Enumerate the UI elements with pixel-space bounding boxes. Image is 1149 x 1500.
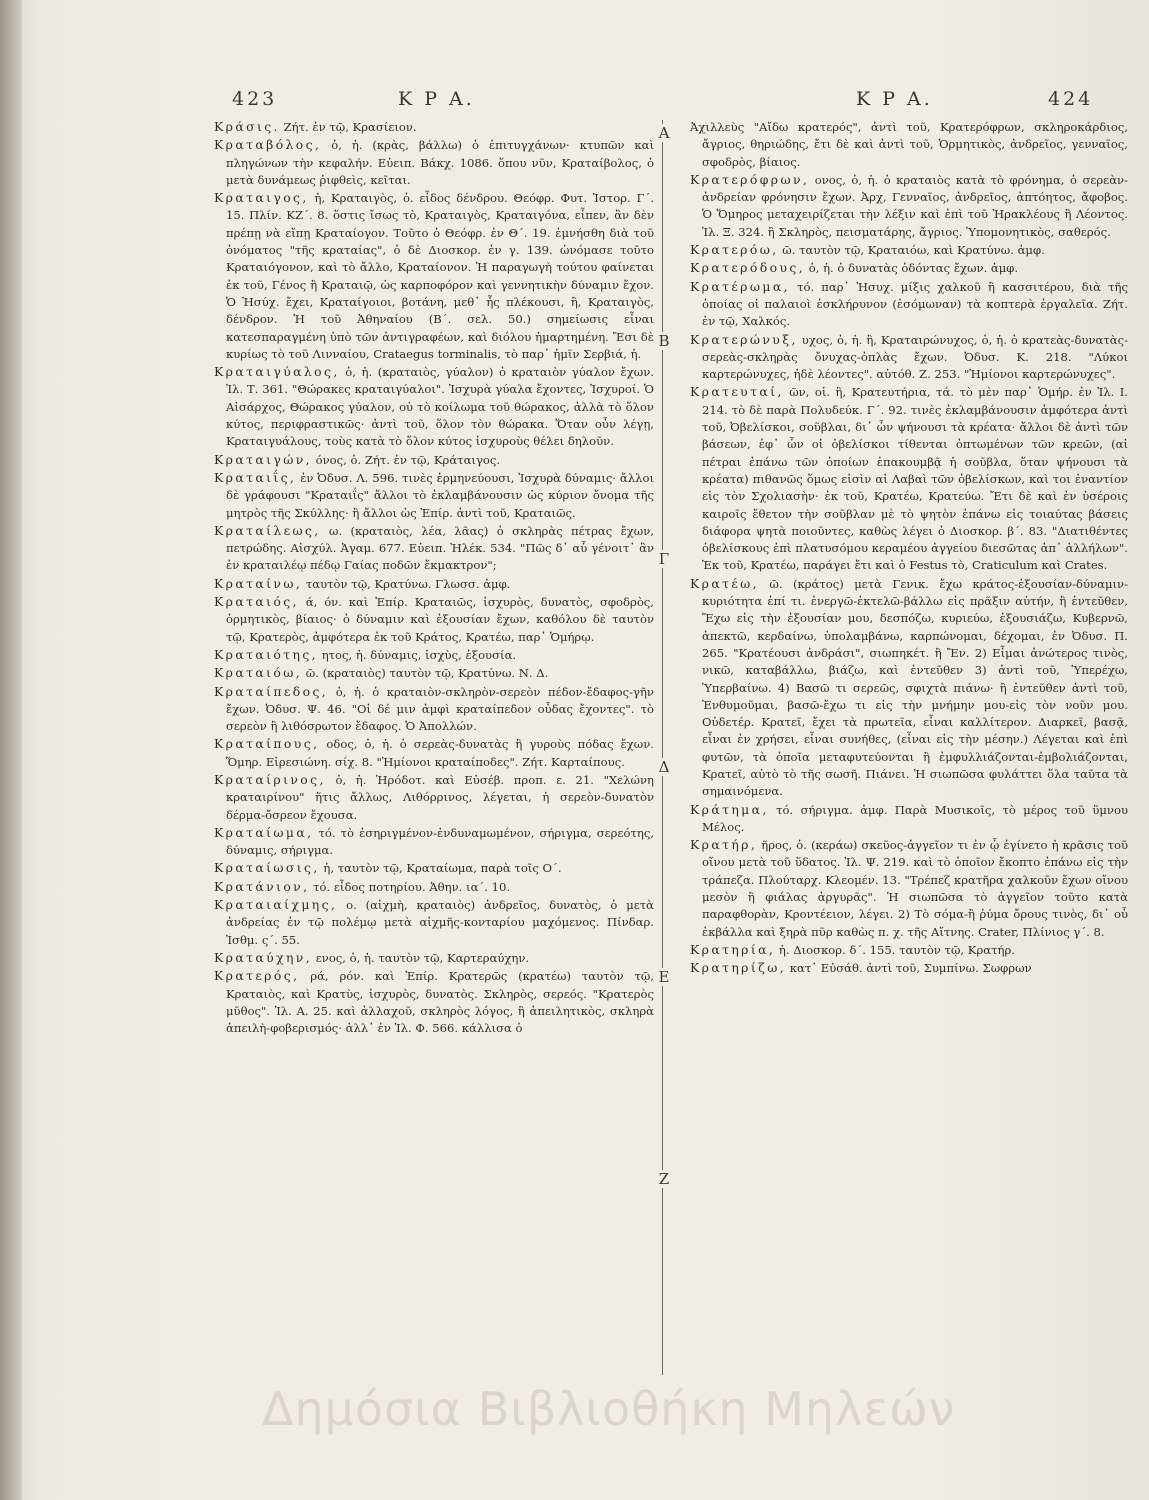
entry-definition: ὁ, ἡ. (κρὰς, βάλλω) ὁ ἐπιτυγχάνων· κτυπῶν καὶ πληγώνων τὴν κεφαλήν. Εὐειπ. Βάκχ. 1086. ὅπου νῦν, Κραταίβολος, ὁ μετὰ δυνάμεως ῤιφθεὶς, κεῖται. [226,138,654,187]
book-spine-edge [0,0,22,1500]
dictionary-entry [690,171,1128,241]
dictionary-entry [690,241,1128,259]
entry-headword: Κραταιότης, [214,646,319,662]
entry-headword: Κραταιαίχμης, [214,897,338,913]
entry-headword: Κραταίωσις, [214,860,320,876]
entry-definition: ονος, ὁ, ἡ. ὁ κραταιὸς κατὰ τὸ φρόνημα, ὁ σερεὰν-ἀνδρείαν φρόνησιν ἔχων. Ἀρχ, Γενναῖος, ἀνδρεῖος, ἀπτόητος, ἄφοβος. Ὁ Ὅμηρος μεταχειρίζεται τὴν λέξιν καὶ ἐπὶ τοῦ Ἡρακλέους ἢ Λέοντος. Ἰλ. Ξ. 324. ἢ Σκληρὸς, πεισματάρης, ἄγριος. Ὑπομονητικὸς, σαθερός. [702,172,1128,239]
entry-definition: ῶ. (κραταιὸς) ταυτὸν τῷ, Κρατύνω. Ν. Δ. [302,666,549,681]
library-watermark: Δημόσια Βιβλιοθήκη Μηλεών [262,1382,956,1436]
entry-headword: Κρατηρίζω, [690,960,787,976]
entry-definition: ἡ, Κραταιγὸς, ὁ. εἶδος δένδρου. Θεόφρ. Φυτ. Ἱστορ. Γ΄. 15. Πλίν. ΚΖ΄. 8. ὅστις ἴσως τὸ, Κραταιγὸς, Κραταιγόνα, εἶπεν, ἂν δὲν πρέπῃ νὰ εἴπῃ Κραταίογον. Τοῦτο ὁ Θεόφρ. ἐν Θ΄. 19. ἐμνήσθη διὰ τοῦ ὀνόματος "τῆς κραταίας", ὁ δὲ Διοσκορ. ἐν γ. 139. ὠνόμασε τοῦτο Κραταιόγονον, καὶ τὸ ἄλλο, Κραταίονον. Ἡ παραγωγὴ τούτου φαίνεται ἐκ τοῦ, Γένος ἢ Κραταιῷ, ὡς καρποφόρον καὶ γεννητικὴν δύναμιν ἔχον. Ὁ Ἡσύχ. ἔχει, Κραταίγοιοι, βοτάνη, μεθ᾽ ἧς πλέκουσι, ἢ, Κραταιγὸς, δένδρον. Ἡ τοῦ Ἀθηναίου (Β΄. σελ. 50.) σημείωσις εἶναι κατεσπαραγμένη ὑπὸ τῶν ἀντιγραφέων, καὶ διόλου ἡμαρτημένη. Ἔσι δὲ κυρίως τὸ τοῦ Λινναίου, Crataegus torminalis, τὸ παρ᾽ ἡμῖν Σερβιά, ἡ. [226,191,654,361]
dictionary-entry [690,801,1128,837]
section-marker: Ε [655,968,673,986]
entry-headword: Κρατερός, [214,968,300,984]
dictionary-entry [214,469,654,522]
section-marker: Α [655,124,673,142]
left-column-entries [214,118,654,1403]
entry-headword: Κραταιγύαλος, [214,364,340,380]
entry-headword: Κραταύχην, [214,949,313,965]
entry-definition: ρά, ρόν. καὶ Ἐπίρ. Κρατερῶς (κρατέω) ταυτὸν τῷ, Κραταιὸς, καὶ Κρατὺς, ἰσχυρὸς, δυνατὸς. Σκληρὸς, σερεός. "Κρατερὸς μῦθος". Ἰλ. Α. 25. καὶ ἀλλαχοῦ, σκληρὸς λόγος, ἢ ἀπειλητικὸς, σκληρὰ ἀπειλὴ-φοβερισμός· ἀλλ᾽ ἐν Ἰλ. Φ. 566. κάλλισα ὁ [226,969,654,1036]
dictionary-entry [214,735,654,771]
entry-headword: Κράτημα, [690,801,769,817]
entry-definition: ητος, ἡ. δύναμις, ἰσχὺς, ἐξουσία. [318,647,517,662]
dictionary-entry [214,118,654,136]
entry-headword: Κραταιγών, [214,451,312,467]
dictionary-entry [690,959,1128,977]
entry-definition: κατ᾽ Εὐσάθ. ἀντὶ τοῦ, Συμπίνω. Σωφρων [786,961,1032,976]
entry-definition: ά, όν. καὶ Ἐπίρ. Κραταιῶς, ἰσχυρὸς, δυνατὸς, σφοδρὸς, ὁρμητικὸς, βίαιος· ὁ δύναμιν καὶ ἐξουσίαν ἔχων, καθόλου δὲ ταυτὸν τῷ, Κρατερὸς, ἀμφότερα ἐκ τοῦ Κράτος, Κρατέω, παρ᾽ Ὁμήρῳ. [226,595,654,644]
entry-headword: Κρατάνιον, [214,878,310,894]
entry-definition: ἡ. Διοσκορ. δ΄. 155. ταυτὸν τῷ, Κρατήρ. [775,942,1015,957]
dictionary-entry [214,189,654,363]
right-running-head: Κ Ρ Α. [856,88,933,110]
dictionary-entry [214,896,654,949]
entry-definition: υχος, ὁ, ἡ. ἢ, Κραταιρώνυχος, ὁ, ἡ. ὁ κρατεὰς-δυνατὰς-σερεὰς-σκληρὰς ὄνυχας-ὁπλὰς ἔχων. Ὀδυσ. Κ. 218. "Λύκοι καρτερώνυχες, ἠδὲ λέοντες". αὐτόθ. Ζ. 253. "Ἡμίονοι καρτερώνυχες". [702,332,1128,382]
dictionary-entry [214,363,654,450]
dictionary-entry [214,451,654,469]
dictionary-entry [214,824,654,860]
entry-definition: οδος, ὁ, ἡ. ὁ σερεὰς-δυνατὰς ἢ γυροὺς πόδας ἔχων. Ὅμηρ. Εἰρεσιώνη. σίχ. 8. "Ἡμίονοι κραταίποδες". Ζήτ. Καρταίπους. [226,737,654,769]
dictionary-entry [690,259,1128,277]
entry-definition: τό. παρ᾽ Ἡσυχ. μίξις χαλκοῦ ἢ κασσιτέρου, διὰ τῆς ὁποίας οἱ παλαιοὶ ἐσκλήρυνον (ἐσόμωναν) τὰ κοπτερὰ ἐργαλεῖα. Ζήτ. ἐν τῷ, Χαλκός. [702,279,1128,329]
entry-headword: Κραταιόω, [214,665,303,681]
entry-headword: Κραταίρινος, [214,771,326,787]
entry-definition: ὁ, ἡ. (κραταιὸς, γύαλον) ὁ κραταιὸν γύαλον ἔχων. Ἰλ. Τ. 361. "Θώρακες κραταιγύαλοι". Ἰσχυρὰ γύαλα ἔχοντες, Ἰσχυροί. Ὁ Αἰσάρχος, Θώρακος γύαλον, οὐ τὸ κοίλωμα τοῦ θώρακος, ἀλλὰ τὸ ὅλον κύτος, περιφραστικῶς· ἀντὶ τοῦ, ὅλον τὸν θώρακα. Ὅταν οὖν λέγῃ, Κραταιγυάλους, τοὺς κατὰ τὸ ὅλον κύτος ἰσχυροὺς θέλει δηλοῦν. [226,365,654,449]
entry-definition: ἐν Ὀδυσ. Λ. 596. τινὲς ἑρμηνεύουσι, Ἰσχυρὰ δύναμις· ἄλλοι δὲ γράφουσι "Κραταιΐς" ἄλλοι τὸ ἐκλαμβάνουσιν ὡς κύριον ὄνομα τῆς μητρὸς τῆς Σκύλλης· ἢ ἄλλοι ὡς Ἐπίρ. ἀντὶ τοῦ, Κραταιῶς. [226,470,654,520]
entry-headword: Κρατερώνυξ, [690,331,798,347]
entry-headword: Κραταίνω, [214,575,303,591]
entry-definition: ο. (αἰχμὴ, κραταιὸς) ἀνδρεῖος, δυνατὸς, ὁ μετὰ ἀνδρείας ἐν τῷ πολέμῳ μετὰ αἰχμῆς-κονταρίου μαχόμενος. Πίνδαρ. Ἰσθμ. ς΄. 55. [226,898,654,947]
entry-definition: ω. (κραταιὸς, λέα, λᾶας) ὁ σκληρὰς πέτρας ἔχων, πετρώδης. Αἰσχύλ. Ἀγαμ. 677. Εὐειπ. Ἠλέκ. 534. "Πῶς δ᾽ αὖ γένοιτ᾽ ἂν ἐν κραταιλέῳ πέδῳ Γαίας ποδῶν ἔκμακτρον"; [226,523,654,573]
entry-headword: Κρατερόδους, [690,260,806,276]
entry-headword: Κρατήρ, [690,837,758,853]
entry-definition: ὁ, ἡ. ὁ δυνατὰς ὀδόντας ἔχων. ἀμφ. [805,261,1019,276]
entry-headword: Κραταιΐς, [214,469,297,485]
dictionary-entry [690,278,1128,331]
entry-headword: Κραταιγος, [214,190,309,206]
entry-definition: τό. εἶδος ποτηρίου. Ἀθην. ια΄. 10. [309,879,511,894]
entry-definition: ῶν, οἱ. ἢ, Κρατευτήρια, τά. τὸ μὲν παρ᾽ Ὁμήρ. ἐν Ἰλ. Ι. 214. τὸ δὲ παρὰ Πολυδεύκ. Γ΄. 92. τινὲς ἐκλαμβάνουσιν ἀμφότερα ἀντὶ τοῦ, Ὀβελίσκοι, σοῦβλαι, δι᾽ ὧν ψήνουσι τὰ κρέατα· ἄλλοι δὲ ἀντὶ τῶν βάσεων, ἐφ᾽ ὧν οἱ ὀβελίσκοι τίθενται ὀπτωμένων τῶν κρεῶν, (αἱ πέτραι ἐπάνω τῶν ὁποίων ἐπακουμβᾷ ἡ σοῦβλα, ὅταν ψήνουσι τὰ κρέατα) πιθανῶς ὅμως εἰσὶν αἱ Λαβαὶ τῶν ὀβελίσκων, καὶ τοι ἐναντίον εἰς τὸν Σχολιασὴν· ἐκ τοῦ, Κρατέω, Κρατεύω. Ἔτι δὲ καὶ ἐν ὑσέροις καιροῖς ἔθετον τὴν σοῦβλαν μὲ τὸ ψητὸν ἐπάνω εἰς τοιαύτας βάσεις διάφορα ψητὰ ποιοῦντες, καθὼς λέγει ὁ Διοσκορ. β΄. 83. "Διατιθέντες ὀβελίσκους ἐπὶ πλατυσόμου κεραμέου ἀγγείου διεσῶτας ἀπ᾽ ἀλλήλων". Ἐκ τοῦ, Κρατέω, παράγει ἔτι καὶ ὁ Festus τὸ, Craticulum καὶ Crates. [702,385,1128,573]
left-running-head: Κ Ρ Α. [398,88,475,110]
section-marker: Β [655,332,673,350]
dictionary-entry [690,941,1128,959]
section-marker: Δ [655,758,673,776]
right-page-number: 424 [1048,88,1094,110]
dictionary-entry [214,646,654,664]
entry-definition: ὁ, ἡ. ὁ κραταιὸν-σκληρὸν-σερεὸν πέδον-ἔδαφος-γῆν ἔχων. Ὀδυσ. Ψ. 46. "Οἱ δέ μιν ἀμφὶ κραταίπεδον οὖδας ἔχοντες". τὸ σερεὸν ἢ λιθόσρωτον ἔδαφος. Ὁ Ἀπολλών. [226,684,654,734]
dictionary-entry [690,118,1128,171]
dictionary-entry [214,664,654,682]
entry-definition: όνος, ὁ. Ζήτ. ἐν τῷ, Κράταιγος. [311,452,501,467]
dictionary-entry [214,878,654,896]
right-column-entries [690,118,1128,1418]
entry-headword: Κραταίλεως, [214,522,321,538]
dictionary-entry [690,575,1128,801]
entry-headword: Κραταίπους, [214,736,320,752]
dictionary-entry [690,383,1128,574]
entry-headword: Κρατέρωμα, [690,278,790,294]
entry-definition: ῶ. ταυτὸν τῷ, Κραταιόω, καὶ Κρατύνω. ἀμφ. [778,243,1045,258]
dictionary-entry [214,967,654,1037]
entry-headword: Κρατηρία, [690,941,776,957]
entry-headword: Κραταβόλος, [214,137,322,153]
entry-definition: ῆρος, ὁ. (κεράω) σκεῦος-ἀγγεῖον τι ἐν ᾧ ἐγίνετο ἡ κρᾶσις τοῦ οἴνου μετὰ τοῦ ὕδατος. Ἰλ. Ψ. 219. καὶ τὸ ὁποῖον ἔκοπτο ἐπάνω εἰς τὴν τράπεζα. Πλούταρχ. Κλεομέν. 13. "Τρέπεζ κρατῆρα χαλκοῦν ἔχων οἴνου μεσὸν ἢ φιάλας ἀργυρᾶς". Ἡ σιωπῶσα τὸ ἀγγεῖον τοῦτο κατὰ παραφθορὰν, Κροντέειον, λέγει. 2) Τὸ σόμα-ἢ ῥύμα ὄρους τινὸς, δι᾽ οὗ ἐκβάλλα καὶ ξηρὰ πῦρ καθὼς π. χ. τῆς Αἴτνης. Crater, Πλίνιος γ΄. 8. [702,838,1128,939]
entry-headword: Κρατερόω, [690,242,779,258]
entry-definition: Ζήτ. ἐν τῷ, Κρασίειον. [279,120,417,134]
left-page-number: 423 [232,88,278,110]
entry-definition: ἡ, ταυτὸν τῷ, Κραταίωμα, παρὰ τοῖς Ο΄. [319,861,562,876]
dictionary-entry [214,522,654,575]
entry-headword: Κραταιός, [214,594,299,610]
entry-definition: ταυτὸν τῷ, Κρατύνω. Γλωσσ. ἀμφ. [302,576,511,591]
dictionary-entry [214,859,654,877]
entry-headword: Κρατερόφρων, [690,171,810,187]
dictionary-entry [214,771,654,824]
entry-headword: Κραταίπεδος, [214,683,329,699]
dictionary-entry [214,949,654,967]
dictionary-entry [690,836,1128,941]
dictionary-entry [214,136,654,189]
entry-definition: τό. τὸ ἐσηριγμένον-ἐνδυναμωμένον, σήριγμα, σερεότης, δύναμις, σήριγμα. [226,825,654,858]
entry-definition: τό. σήριγμα. ἀμφ. Παρὰ Μυσικοῖς, τὸ μέρος τοῦ ὕμνου Μέλος. [702,802,1128,834]
dictionary-entry [214,575,654,593]
entry-definition: ενος, ὁ, ἡ. ταυτὸν τῷ, Καρτεραύχην. [312,950,530,965]
section-marker: Γ [655,550,673,568]
dictionary-entry [214,593,654,646]
entry-definition: ῶ. (κράτος) μετὰ Γενικ. ἔχω κράτος-ἐξουσίαν-δύναμιν-κυριότητα ἐπί τι. ἐνεργῶ-ἐκτελῶ-βάλλω εἰς πρᾶξιν αὐτήν, ἢ ἐντεῦθεν, Ἔχω εἰς τὴν ἐξουσίαν μου, δεσπόζω, κυριεύω, ἐξουσιάζω, Κυβερνῶ, ἀπεκτῶ, κερδαίνω, ὑπολαμβάνω, καρπώνομαι, δέχομαι, ἐν Ὀδυσ. Π. 265. "Κρατέουσι ἀνδράσι", σιωπηκέτ. ἢ Ἔν. 2) Εἶμαι ἀνώτερος τινὸς, νικῶ, καταβάλλω, βιάζω, καὶ ἐντεῦθεν 3) ἀντὶ τοῦ, Ὑπερέχω, Ὑπερβαίνω. 4) Βασῶ τι σερεῶς, σφιχτὰ πιάνω· ἢ ἐντεῦθεν ἀντὶ τοῦ, Ἐνθυμοῦμαι, βασῶ-ἔχω τι εἰς τὴν μνήμην μου-εἰς τὸν νοῦν μου. Οὐδετέρ. Κρατεῖ, ἔχει τὰ πρωτεῖα, εἶναι καλλίτερον. Διαρκεῖ, βασᾷ, εἶναι ἐν χρήσει, εἶναι συνήθες, (εἶναι εἰς τὴν μέσην.) Λέγεται καὶ ἐπὶ φυτῶν, τὰ ὁποῖα μεταφυτεύονται ἢ ἐμφυλλιάζονται-ἐμβολιάζονται, Κρατεῖ, αὐτὸ τὸ τῆς σωσῆ. Πιάνει. Ἡ σιωπῶσα φυλάττει ὅλα ταῦτα τὰ σημαινόμενα. [702,576,1128,799]
dictionary-entry [214,683,654,736]
entry-headword: Κρατευταί, [690,384,784,400]
entry-definition: ὁ, ἡ. Ἡρόδοτ. καὶ Εὐσέβ. προπ. ε. 21. "Χελώνη κραταιρίνου" ἥτις ἄλλως, Λιθόρρινος, λέγεται, ἡ σερεὸν-δυνατὸν δέρμα-ὄσρεον ἔχουσα. [226,772,654,822]
entry-headword: Κράσις. [214,119,280,134]
entry-headword: Κραταίωμα, [214,824,314,840]
entry-definition: Ἀχιλλεὺς "Αἴδω κρατερός", ἀντὶ τοῦ, Κρατερόφρων, σκληροκάρδιος, ἄγριος, θηριώδης, ἔτι δὲ καὶ ἀντὶ τοῦ, Ὁρμητικὸς, ἀνδρεῖος, γενναῖος, σφοδρὸς, βίαιος. [690,120,1128,169]
entry-headword: Κρατέω, [690,575,760,591]
section-marker: Ζ [655,1170,673,1188]
dictionary-entry [690,331,1128,384]
